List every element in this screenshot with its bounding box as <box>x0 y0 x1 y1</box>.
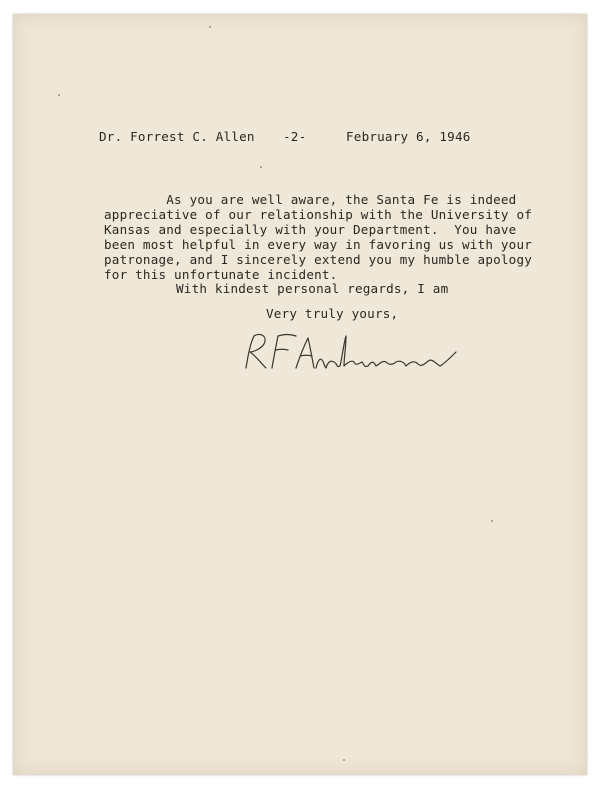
letter-paper <box>13 14 587 775</box>
closing-valediction: Very truly yours, <box>266 306 399 321</box>
body-line: As you are well aware, the Santa Fe is indeed <box>104 192 517 207</box>
handwritten-signature <box>238 328 468 376</box>
paper-speck <box>260 166 262 168</box>
recipient-name: Dr. Forrest C. Allen <box>99 129 255 144</box>
paper-speck <box>58 94 60 96</box>
body-line: been most helpful in every way in favoring us with your <box>104 237 533 252</box>
paper-speck <box>209 26 211 28</box>
body-line: Kansas and especially with your Department. You have <box>104 222 517 237</box>
closing-regards: With kindest personal regards, I am <box>176 281 449 296</box>
body-line: patronage, and I sincerely extend you my humble apology <box>104 252 533 267</box>
paper-speck <box>491 520 493 522</box>
page-number: -2- <box>283 129 307 144</box>
letter-date: February 6, 1946 <box>346 129 471 144</box>
body-line: for this unfortunate incident. <box>104 267 338 282</box>
paper-speck <box>343 759 345 761</box>
body-line: appreciative of our relationship with the University of <box>104 207 533 222</box>
